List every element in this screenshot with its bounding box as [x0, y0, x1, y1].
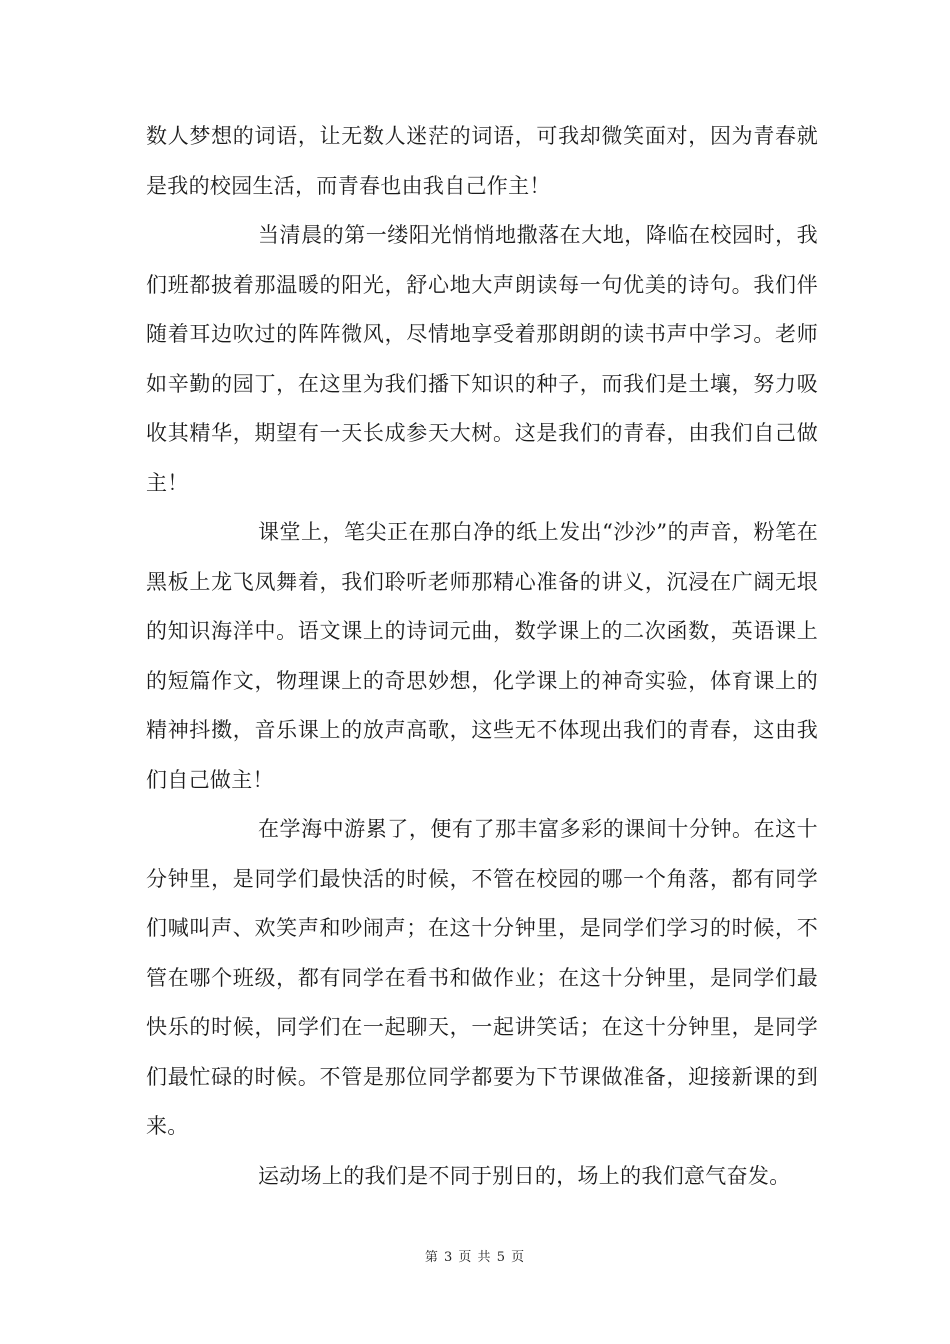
paragraph-1: 数人梦想的词语，让无数人迷茫的词语，可我却微笑面对，因为青春就是我的校园生活，而青春也由我自己作主！	[146, 124, 818, 198]
page-footer: 第 3 页 共 5 页	[424, 1250, 526, 1265]
paragraph-5: 运动场上的我们是不同于别日的，场上的我们意气奋发。	[258, 1163, 791, 1188]
paragraph-3: 课堂上，笔尖正在那白净的纸上发出“沙沙”的声音，粉笔在黑板上龙飞凤舞着，我们聆听老师那精心准备的讲义，沉浸在广阔无垠的知识海洋中。语文课上的诗词元曲，数学课上的二次函数，英语课上的短篇作文，物理课上的奇思妙想，化学课上的神奇实验，体育课上的精神抖擞，音乐课上的放声高歌，这些无不体现出我们的青春，这由我们自己做主！	[146, 520, 818, 792]
document-body	[146, 112, 818, 1201]
paragraph-4: 在学海中游累了，便有了那丰富多彩的课间十分钟。在这十分钟里，是同学们最快活的时候，不管在校园的哪一个角落，都有同学们喊叫声、欢笑声和吵闹声；在这十分钟里，是同学们学习的时候，不管在哪个班级，都有同学在看书和做作业；在这十分钟里，是同学们最快乐的时候，同学们在一起聊天，一起讲笑话；在这十分钟里，是同学们最忙碌的时候。不管是那位同学都要为下节课做准备，迎接新课的到来。	[146, 817, 818, 1138]
paragraph-2: 当清晨的第一缕阳光悄悄地撒落在大地，降临在校园时，我们班都披着那温暖的阳光，舒心地大声朗读每一句优美的诗句。我们伴随着耳边吹过的阵阵微风，尽情地享受着那朗朗的读书声中学习。老师如辛勤的园丁，在这里为我们播下知识的种子，而我们是土壤，努力吸收其精华，期望有一天长成参天大树。这是我们的青春，由我们自己做主！	[146, 223, 818, 495]
